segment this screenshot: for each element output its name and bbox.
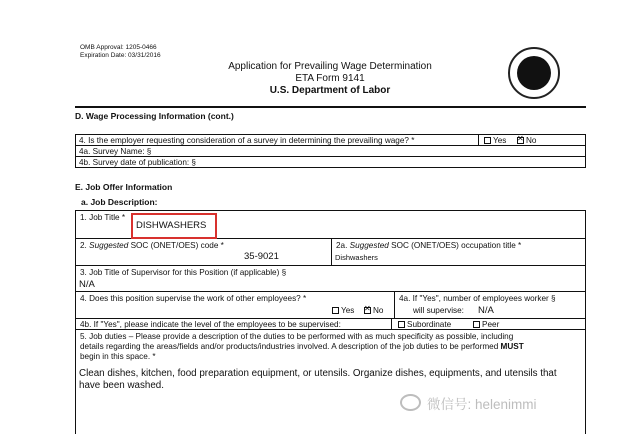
supervise-yes-checkbox[interactable]: [332, 307, 339, 314]
job-row-divider: [75, 291, 586, 292]
soc-title-value[interactable]: Dishwashers: [335, 253, 378, 262]
employee-count-label: 4a. If "Yes", number of employees worker §: [399, 294, 556, 303]
dol-seal-icon: [508, 47, 560, 99]
job-duties-answer-2[interactable]: have been washed.: [79, 380, 164, 391]
supervise-no-label: No: [373, 306, 384, 315]
soc-code-text: SOC (ONET/OES) code *: [130, 241, 224, 250]
job-duties-instruction-2-text: details regarding the areas/fields and/or products/industries involved. A description of the job duties to be performed: [80, 342, 499, 351]
subordinate-checkbox[interactable]: [398, 321, 405, 328]
survey-question: 4. Is the employer requesting consideration of a survey in determining the prevailing wage? *: [79, 136, 415, 145]
job-duties-must: MUST: [500, 342, 524, 351]
job-col-divider: [394, 291, 395, 318]
survey-date-field[interactable]: 4b. Survey date of publication: §: [79, 158, 196, 167]
form-title: Application for Prevailing Wage Determination: [228, 61, 432, 72]
survey-yes-checkbox[interactable]: [484, 137, 491, 144]
peer-checkbox[interactable]: [473, 321, 480, 328]
form-number: ETA Form 9141: [295, 73, 365, 84]
job-title-highlight: [131, 213, 217, 239]
employee-count-value[interactable]: N/A: [478, 305, 494, 316]
survey-no-option[interactable]: [517, 136, 536, 145]
job-col-divider: [331, 238, 332, 265]
supervisor-title-label: 3. Job Title of Supervisor for this Position (if applicable) §: [80, 268, 287, 277]
omb-approval: OMB Approval: 1205-0466: [80, 44, 157, 51]
survey-no-label: No: [526, 136, 537, 145]
survey-no-checkbox[interactable]: [517, 137, 524, 144]
supervise-no-option[interactable]: [364, 306, 383, 315]
soc-title-number: 2a.: [336, 241, 348, 250]
job-description-subtitle: a. Job Description:: [81, 197, 158, 207]
wechat-watermark: [400, 393, 537, 413]
supervise-no-checkbox[interactable]: [364, 307, 371, 314]
job-title-label: 1. Job Title *: [80, 213, 126, 222]
soc-title-label: [336, 241, 521, 250]
supervision-level-label: 4b. If "Yes", please indicate the level of the employees to be supervised:: [80, 320, 341, 329]
job-title-value[interactable]: DISHWASHERS: [136, 220, 207, 231]
top-rule: [75, 106, 586, 108]
supervise-question: 4. Does this position supervise the work of other employees? *: [80, 294, 307, 303]
expiration-date: Expiration Date: 03/31/2016: [80, 52, 161, 59]
subordinate-option[interactable]: [398, 320, 451, 329]
soc-title-text: SOC (ONET/OES) occupation title *: [391, 241, 522, 250]
survey-col-divider: [478, 134, 479, 146]
supervise-yes-option[interactable]: [332, 306, 354, 315]
job-row-divider: [75, 265, 586, 266]
job-col-divider: [391, 318, 392, 329]
job-duties-instruction-2: [80, 342, 524, 351]
peer-option[interactable]: [473, 320, 499, 329]
subordinate-label: Subordinate: [407, 320, 452, 329]
supervise-yes-label: Yes: [341, 306, 355, 315]
watermark-text: 微信号: helenimmi: [427, 397, 537, 412]
job-duties-instruction-3: begin in this space. *: [80, 352, 156, 361]
job-duties-instruction-1: 5. Job duties – Please provide a description of the duties to be performed with as much specificity as possible, including: [80, 332, 514, 341]
soc-code-value[interactable]: 35-9021: [244, 251, 279, 262]
wechat-icon: [400, 394, 421, 411]
department-name: U.S. Department of Labor: [269, 85, 391, 96]
job-duties-answer-1[interactable]: Clean dishes, kitchen, food preparation equipment, or utensils. Organize dishes, equipments, and utensils that: [79, 368, 557, 379]
survey-row-divider: [75, 145, 586, 146]
peer-label: Peer: [482, 320, 500, 329]
survey-yes-option[interactable]: [484, 136, 506, 145]
survey-row-divider: [75, 156, 586, 157]
supervisor-title-value[interactable]: N/A: [79, 279, 95, 290]
survey-name-field[interactable]: 4a. Survey Name: §: [79, 147, 152, 156]
soc-code-suggested: Suggested: [89, 241, 129, 250]
survey-yes-label: Yes: [493, 136, 507, 145]
soc-code-label: [80, 241, 224, 250]
soc-code-number: 2.: [80, 241, 87, 250]
employee-count-label-2: will supervise:: [413, 306, 464, 315]
soc-title-suggested: Suggested: [349, 241, 389, 250]
section-e-title: E. Job Offer Information: [75, 182, 173, 192]
job-row-divider: [75, 318, 586, 319]
job-row-divider: [75, 329, 586, 330]
section-d-title: D. Wage Processing Information (cont.): [75, 111, 234, 121]
